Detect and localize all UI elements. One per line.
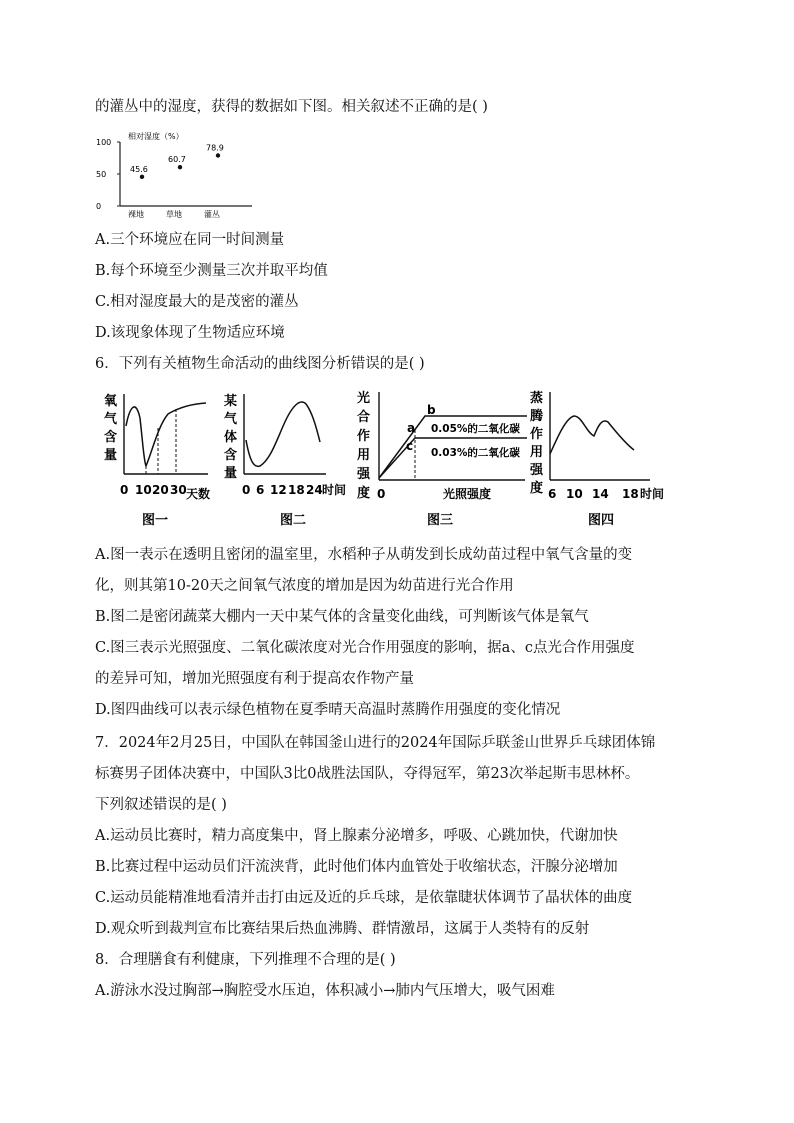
fig4-ylabel-4: 用 (530, 445, 544, 460)
figure-4-transpiration-curve (528, 388, 678, 532)
fig2-xtick-6: 6 (256, 483, 265, 497)
q8-option-a: A.游泳水没过胸部→胸腔受水压迫，体积减小→肺内气压增大，吸气困难 (95, 983, 555, 999)
fig3-ylabel-5: 强 (357, 467, 371, 482)
fig3-ylabel-2: 合 (357, 410, 371, 425)
fig2-xtick-0: 0 (242, 483, 251, 497)
y-tick-label: 50 (96, 170, 107, 179)
fig3-ylabel-4: 用 (357, 448, 371, 463)
fig4-xtick-14: 14 (592, 487, 609, 501)
fig1-xtick-20: 20 (152, 483, 169, 497)
chart-title: 相对湿度（%） (128, 132, 184, 141)
data-point (140, 175, 144, 179)
q7-stem-line3: 下列叙述错误的是( ) (95, 797, 227, 813)
humidity-chart (92, 130, 262, 220)
q6-option-d: D.图四曲线可以表示绿色植物在夏季晴天高温时蒸腾作用强度的变化情况 (95, 702, 561, 718)
data-label: 60.7 (168, 155, 186, 165)
q6-option-c-line1: C.图三表示光照强度、二氧化碳浓度对光合作用强度的影响，据a、c点光合作用强度 (95, 640, 635, 656)
data-label: 45.6 (130, 164, 148, 174)
x-category-label: 裸地 (128, 210, 144, 219)
fig1-ylabel-4: 量 (104, 448, 118, 463)
fig1-xlabel: 天数 (186, 487, 211, 501)
fig1-ylabel-2: 气 (104, 412, 118, 427)
fig4-ylabel-2: 腾 (530, 409, 544, 424)
q5-option-d: D.该现象体现了生物适应环境 (95, 325, 285, 341)
fig3-point-a: a (407, 421, 416, 435)
q7-option-c: C.运动员能精准地看清并击打由远及近的乒乓球，是依靠睫状体调节了晶状体的曲度 (95, 890, 633, 906)
q6-option-b: B.图二是密闭蔬菜大棚内一天中某气体的含量变化曲线，可判断该气体是氧气 (95, 609, 589, 625)
q6-stem: 6．下列有关植物生命活动的曲线图分析错误的是( ) (95, 356, 425, 372)
figure-3-photosynthesis-curve (355, 386, 535, 532)
fig1-caption: 图一 (142, 513, 169, 528)
y-tick-label: 100 (96, 138, 112, 147)
fig2-xtick-24: 24 (306, 483, 323, 497)
data-label: 78.9 (206, 143, 224, 153)
fig1-xtick-10: 10 (135, 483, 152, 497)
fig3-ylabel-6: 度 (357, 486, 371, 501)
x-category-label: 灌丛 (204, 210, 220, 219)
q7-stem-line1: 7．2024年2月25日，中国队在韩国釜山进行的2024年国际乒联釜山世界乒乓球团体锦 (95, 735, 656, 751)
fig1-xtick-30: 30 (170, 483, 187, 497)
fig4-xtick-6: 6 (548, 487, 557, 501)
fig1-ylabel-3: 含 (104, 430, 118, 445)
data-point (178, 165, 182, 169)
y-tick-label: 0 (96, 202, 102, 211)
fig3-point-b: b (427, 403, 436, 417)
figure-1-oxygen-curve (100, 390, 220, 530)
q6-option-a-line1: A.图一表示在透明且密闭的温室里，水稻种子从萌发到长成幼苗过程中氧气含量的变 (95, 547, 633, 563)
q5-option-c: C.相对湿度最大的是茂密的灌丛 (95, 294, 299, 310)
fig4-ylabel-5: 强 (530, 463, 544, 478)
q5-option-b: B.每个环境至少测量三次并取平均值 (95, 263, 328, 279)
fig4-curve (550, 416, 634, 454)
q6-option-a-line2: 化，则其第10-20天之间氧气浓度的增加是因为幼苗进行光合作用 (95, 578, 514, 594)
q8-stem: 8．合理膳食有利健康，下列推理不合理的是( ) (95, 952, 396, 968)
q7-stem-line2: 标赛男子团体决赛中，中国队3比0战胜法国队，夺得冠军，第23次举起斯韦思林杯。 (95, 766, 640, 782)
fig4-ylabel-6: 度 (530, 481, 544, 496)
fig2-ylabel-5: 量 (224, 466, 238, 481)
question-stem-continuation: 的灌丛中的湿度，获得的数据如下图。相关叙述不正确的是( ) (95, 99, 488, 115)
q7-option-a: A.运动员比赛时，精力高度集中，肾上腺素分泌增多，呼吸、心跳加快，代谢加快 (95, 828, 618, 844)
q6-option-c-line2: 的差异可知，增加光照强度有利于提高农作物产量 (95, 671, 414, 687)
fig2-caption: 图二 (280, 513, 307, 528)
fig3-ylabel-1: 光 (357, 391, 371, 406)
fig2-xtick-18: 18 (288, 483, 305, 497)
fig3-xlabel: 光照强度 (443, 487, 492, 501)
fig2-xlabel: 时间 (322, 483, 347, 497)
fig1-ylabel-1: 氧 (104, 394, 118, 409)
fig2-ylabel-1: 某 (224, 394, 238, 409)
fig4-xlabel: 时间 (640, 487, 665, 501)
fig3-caption: 图三 (427, 513, 454, 528)
fig4-ylabel-3: 作 (530, 427, 544, 442)
fig3-series-low-label: 0.03%的二氧化碳 (431, 447, 520, 459)
q7-option-b: B.比赛过程中运动员们汗流浃背，此时他们体内血管处于收缩状态，汗腺分泌增加 (95, 859, 618, 875)
fig3-series-high-label: 0.05%的二氧化碳 (431, 423, 520, 435)
fig2-ylabel-3: 体 (224, 430, 238, 445)
fig2-ylabel-4: 含 (224, 448, 238, 463)
fig2-ylabel-2: 气 (224, 412, 238, 427)
fig3-point-c: c (406, 439, 414, 453)
fig1-xtick-0: 0 (120, 483, 129, 497)
figure-2-gas-curve (222, 390, 352, 530)
data-point (216, 153, 220, 157)
fig2-curve (246, 402, 320, 466)
fig3-origin: 0 (377, 487, 386, 501)
q7-option-d: D.观众听到裁判宣布比赛结果后热血沸腾、群情激昂，这属于人类特有的反射 (95, 921, 590, 937)
fig2-xtick-12: 12 (270, 483, 287, 497)
x-category-label: 草地 (166, 210, 182, 219)
fig1-curve (126, 403, 206, 466)
q5-option-a: A.三个环境应在同一时间测量 (95, 232, 285, 248)
fig4-caption: 图四 (588, 513, 615, 528)
fig4-xtick-10: 10 (566, 487, 583, 501)
fig4-xtick-18: 18 (622, 487, 639, 501)
fig3-ylabel-3: 作 (357, 429, 371, 444)
fig4-ylabel-1: 蒸 (530, 391, 544, 406)
